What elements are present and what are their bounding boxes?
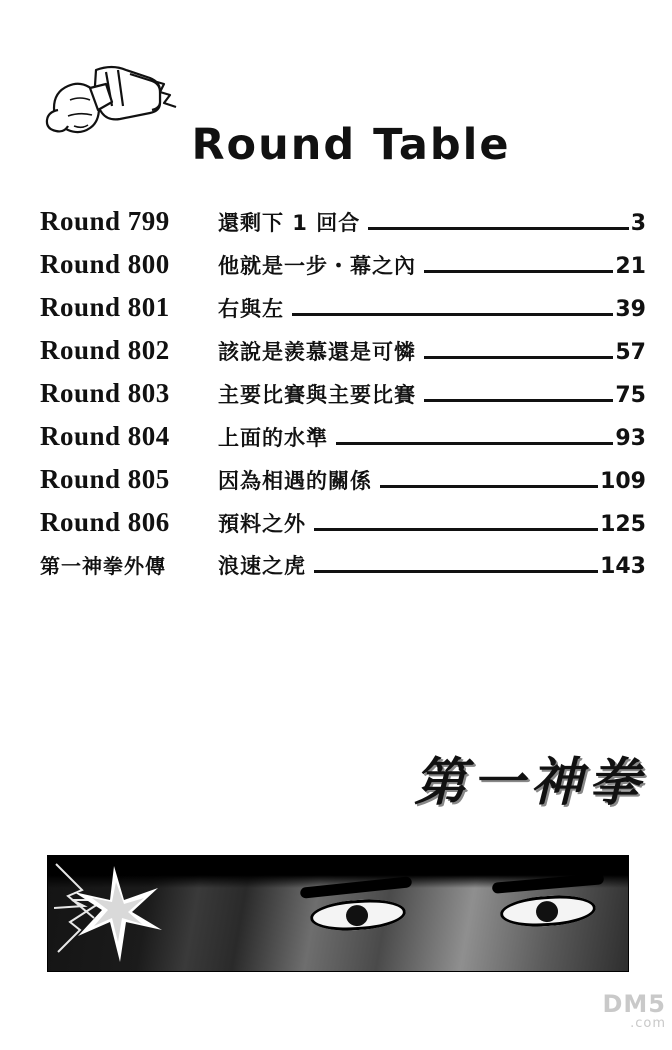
leader-line	[314, 570, 598, 573]
leader-line	[314, 528, 598, 531]
page-title: Round Table	[191, 120, 511, 170]
round-label: Round 806	[40, 507, 170, 537]
watermark-sub-text: .com	[630, 1016, 666, 1032]
watermark	[602, 992, 666, 1032]
page-number: 3	[630, 211, 646, 236]
round-label: Round 805	[40, 464, 170, 494]
round-label: 第一神拳外傳	[40, 554, 166, 578]
chapter-title: 因為相遇的關係	[218, 469, 372, 493]
page-number: 125	[600, 512, 646, 537]
leader-line	[424, 270, 613, 273]
page-number: 109	[600, 469, 646, 494]
chapter-title: 浪速之虎	[218, 554, 306, 578]
page-number: 21	[615, 254, 646, 279]
round-label: Round 803	[40, 378, 170, 408]
toc-entry[interactable]	[40, 292, 646, 335]
toc-entry[interactable]	[40, 206, 646, 249]
page-number: 57	[615, 340, 646, 365]
leader-line	[292, 313, 613, 316]
chapter-title: 他就是一步・幕之內	[218, 254, 416, 278]
leader-line	[380, 485, 598, 488]
toc-entry-list	[40, 206, 646, 593]
toc-entry[interactable]	[40, 421, 646, 464]
leader-line	[424, 356, 613, 359]
series-logo: 第一神拳	[413, 753, 646, 813]
leader-line	[424, 399, 613, 402]
round-label: Round 804	[40, 421, 170, 451]
chapter-title: 該說是羨慕還是可憐	[218, 340, 416, 364]
chapter-title: 上面的水準	[218, 426, 328, 450]
round-label: Round 802	[40, 335, 170, 365]
leader-line	[368, 227, 628, 230]
toc-entry[interactable]	[40, 550, 646, 593]
manga-panel-image	[47, 855, 629, 972]
chapter-title: 預料之外	[218, 512, 306, 536]
leader-line	[336, 442, 613, 445]
toc-entry[interactable]	[40, 249, 646, 292]
round-label: Round 801	[40, 292, 170, 322]
page-number: 93	[615, 426, 646, 451]
page-number: 143	[600, 554, 646, 579]
toc-entry[interactable]	[40, 464, 646, 507]
lightning-effect	[54, 856, 204, 971]
toc-entry[interactable]	[40, 378, 646, 421]
page-number: 75	[615, 383, 646, 408]
toc-entry[interactable]	[40, 507, 646, 550]
page-number: 39	[615, 297, 646, 322]
chapter-title: 右與左	[218, 297, 284, 321]
round-label: Round 800	[40, 249, 170, 279]
chapter-title: 還剩下 1 回合	[218, 211, 361, 235]
chapter-title: 主要比賽與主要比賽	[218, 383, 416, 407]
watermark-main-text: DM5	[602, 990, 666, 1019]
toc-entry[interactable]	[40, 335, 646, 378]
round-label: Round 799	[40, 206, 170, 236]
